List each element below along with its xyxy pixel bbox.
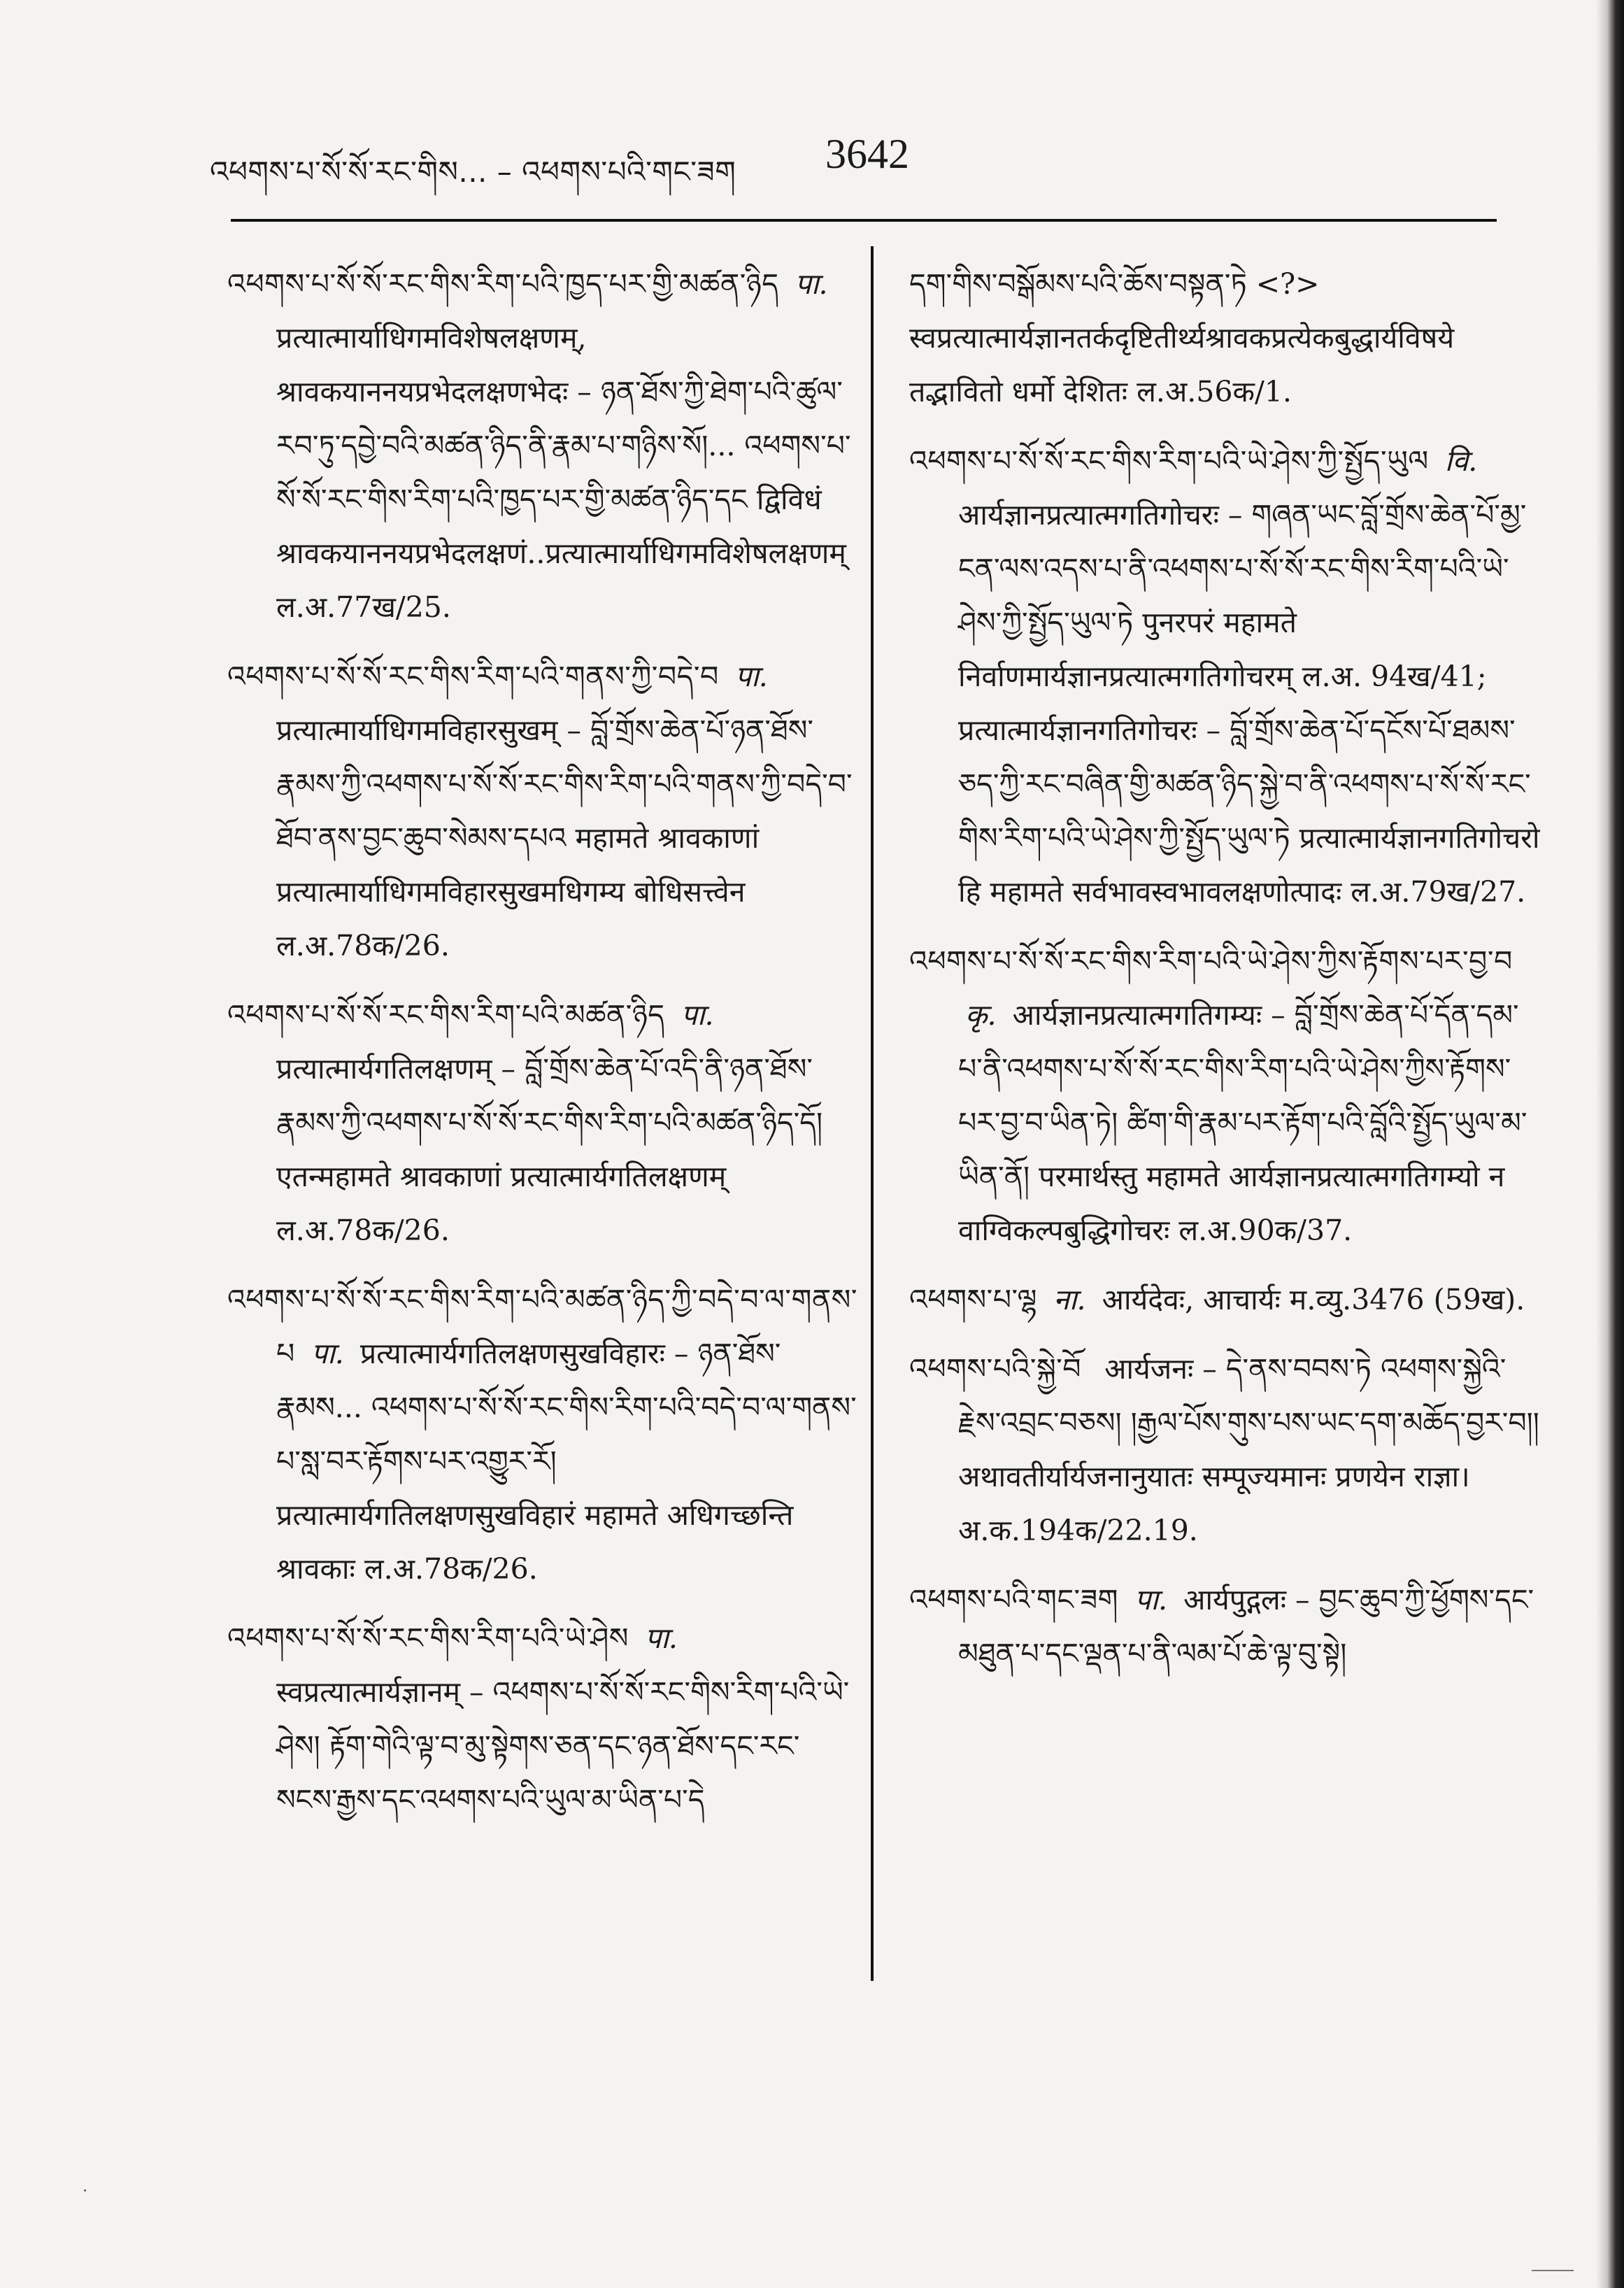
scanned-page-edge <box>1596 0 1624 2288</box>
entry-body: आर्यज्ञानप्रत्यात्मगतिगोचरः – གཞན་ཡང་བློ་གྲོས་ཆེན་པོ་མྱ་ངན་ལས་འདས་པ་ནི་འཕགས་པ་སོ་སོ་རང་གིས་རིག་པའི་ཡེ་ཤེས་ཀྱི་སྤྱོད་ཡུལ་ཏེ पुनरपरं महामते निर्वाणमार्यज्ञानप्रत्यात्मगतिगोचरम् ल.अ. 94ख/41; प्रत्यात्मार्यज्ञानगतिगोचरः – བློ་གྲོས་ཆེན་པོ་དངོས་པོ་ཐམས་ཅད་ཀྱི་རང་བཞིན་གྱི་མཚན་ཉིད་སྐྱེ་བ་ནི་འཕགས་པ་སོ་སོ་རང་གིས་རིག་པའི་ཡེ་ཤེས་ཀྱི་སྤྱོད་ཡུལ་ཏེ प्रत्यात्मार्यज्ञानगतिगोचरो हि महामते सर्वभावस्वभावलक्षणोत्पादः ल.अ.79ख/27. <box>958 498 1540 909</box>
dictionary-entry <box>227 257 860 634</box>
entry-headword: འཕགས་པ་སོ་སོ་རང་གིས་རིག་པའི་གནས་ཀྱི་བདེ་བ <box>227 660 719 693</box>
entry-body: आर्यजनः – དེ་ནས་བབས་ཏེ འཕགས་སྐྱེའི་རྗེས་འབྲང་བཅས། །རྒྱལ་པོས་གུས་པས་ཡང་དག་མཆོད་བྱར་བ།། अथावतीर्यार्यजनानुयातः सम्पूज्यमानः प्रणयेन राज्ञा। अ.क.194क/22.19. <box>958 1352 1539 1547</box>
dictionary-entry <box>227 650 860 973</box>
dictionary-entry <box>227 988 860 1258</box>
entry-grammar-abbr: पा. <box>681 998 714 1032</box>
entry-headword: འཕགས་པ་སོ་སོ་རང་གིས་རིག་པའི་མཚན་ཉིད <box>227 998 665 1032</box>
page-number: 3642 <box>825 131 909 177</box>
entry-body: आर्यपुद्गलः – བྱང་ཆུབ་ཀྱི་ཕྱོགས་དང་མཐུན་པ་དང་ལྡན་པ་ནི་ལམ་པོ་ཆེ་ལྟ་བུ་སྟེ། <box>958 1583 1534 1670</box>
entry-headword: འཕགས་པའི་གང་ཟག <box>909 1583 1119 1616</box>
entry-grammar-abbr: पा. <box>734 660 768 693</box>
entry-body: प्रत्यात्मार्याधिगमविहारसुखम् – བློ་གྲོས་ཆེན་པོ་ཉན་ཐོས་རྣམས་ཀྱི་འཕགས་པ་སོ་སོ་རང་གིས་རིག་པའི་གནས་ཀྱི་བདེ་བ་ཐོབ་ནས་བྱང་ཆུབ་སེམས་དཔའ महामते श्रावकाणां प्रत्यात्मार्याधिगमविहारसुखमधिगम्य बोधिसत्त्वेन ल.अ.78क/26. <box>276 713 853 962</box>
right-column <box>909 257 1542 1696</box>
dictionary-entry <box>909 1573 1542 1681</box>
column-divider <box>871 246 874 1981</box>
left-column <box>227 257 860 1842</box>
entry-headword: འཕགས་པ་སོ་སོ་རང་གིས་རིག་པའི་ཡེ་ཤེས་ཀྱི་སྤྱོད་ཡུལ <box>909 444 1429 478</box>
bottom-edge-mark <box>1532 2270 1574 2271</box>
entry-body: प्रत्यात्मार्यगतिलक्षणसुखविहारः – ཉན་ཐོས་རྣམས... འཕགས་པ་སོ་སོ་རང་གིས་རིག་པའི་བདེ་བ་ལ་གནས་པ་སླ་བར་རྟོགས་པར་འགྱུར་རོ། प्रत्यात्मार्यगतिलक्षणसुखविहारं महामते अधिगच्छन्ति श्रावकाः ल.अ.78क/26. <box>276 1337 857 1586</box>
entry-headword: འཕགས་པ་སོ་སོ་རང་གིས་རིག་པའི་ཡེ་ཤེས་ཀྱིས་རྟོགས་པར་བྱ་བ <box>909 944 1513 978</box>
dictionary-entry <box>909 935 1542 1258</box>
dictionary-entry <box>909 434 1542 919</box>
entry-headword: འཕགས་པ་སོ་སོ་རང་གིས་རིག་པའི་ཡེ་ཤེས <box>227 1621 629 1655</box>
entry-body: प्रत्यात्मार्यगतिलक्षणम् – བློ་གྲོས་ཆེན་པོ་འདི་ནི་ཉན་ཐོས་རྣམས་ཀྱི་འཕགས་པ་སོ་སོ་རང་གིས་རིག་པའི་མཚན་ཉིད་དོ། एतन्महामते श्रावकाणां प्रत्यात्मार्यगतिलक्षणम् ल.अ.78क/26. <box>276 1052 823 1247</box>
entry-body: དག་གིས་བསྒོམས་པའི་ཆོས་བསྟན་ཏེ <?> स्वप्रत्यात्मार्यज्ञानतर्कदृष्टितीर्थ्यश्रावकप्रत्येकबुद्धार्यविषये तद्भावितो धर्मो देशितः ल.अ.56क/1. <box>909 267 1455 408</box>
scan-speck <box>84 2189 86 2191</box>
entry-grammar-abbr: कृ. <box>965 998 997 1032</box>
dictionary-entry <box>909 1273 1542 1327</box>
entry-headword: འཕགས་པ་སོ་སོ་རང་གིས་རིག་པའི་ཁྱད་པར་གྱི་མཚན་ཉིད <box>227 267 779 301</box>
entry-grammar-abbr: पा. <box>645 1621 678 1655</box>
dictionary-entry <box>227 1612 860 1827</box>
entry-body: स्वप्रत्यात्मार्यज्ञानम् – འཕགས་པ་སོ་སོ་རང་གིས་རིག་པའི་ཡེ་ཤེས། རྟོག་གེའི་ལྟ་བ་མུ་སྟེགས་ཅན་དང་ཉན་ཐོས་དང་རང་སངས་རྒྱས་དང་འཕགས་པའི་ཡུལ་མ་ཡིན་པ་དེ <box>276 1675 850 1817</box>
entry-headword: འཕགས་པའི་སྐྱེ་བོ <box>909 1352 1082 1386</box>
dictionary-entry <box>909 1342 1542 1558</box>
entry-headword: འཕགས་པ་ལྷ <box>909 1283 1038 1316</box>
entry-headword: འཕགས་པ་སོ་སོ་རང་གིས་རིག་པའི་མཚན་ཉིད་ཀྱི་བདེ་བ་ལ་གནས་པ <box>227 1283 857 1370</box>
page-header <box>210 125 1511 187</box>
entry-grammar-abbr: पा. <box>1134 1583 1168 1616</box>
dictionary-entry <box>227 1273 860 1596</box>
header-rule <box>231 219 1497 222</box>
entry-grammar-abbr: ना. <box>1053 1283 1086 1316</box>
entry-body: प्रत्यात्मार्याधिगमविशेषलक्षणम्, श्रावकयाननयप्रभेदलक्षणभेदः – ཉན་ཐོས་ཀྱི་ཐེག་པའི་ཚུལ་རབ་ཏུ་དབྱེ་བའི་མཚན་ཉིད་ནི་རྣམ་པ་གཉིས་སོ།... འཕགས་པ་སོ་སོ་རང་གིས་རིག་པའི་ཁྱད་པར་གྱི་མཚན་ཉིད་དང द्विविधं श्रावकयाननयप्रभेदलक्षणं..प्रत्यात्मार्याधिगमविशेषलक्षणम् ल.अ.77ख/25. <box>276 321 851 624</box>
running-head: འཕགས་པ་སོ་སོ་རང་གིས... – འཕགས་པའི་གང་ཟག <box>210 155 736 189</box>
entry-grammar-abbr: वि. <box>1444 444 1478 478</box>
entry-continuation <box>909 257 1542 419</box>
entry-grammar-abbr: पा. <box>311 1337 344 1370</box>
entry-body: आर्यज्ञानप्रत्यात्मगतिगम्यः – བློ་གྲོས་ཆེན་པོ་དོན་དམ་པ་ནི་འཕགས་པ་སོ་སོ་རང་གིས་རིག་པའི་ཡེ་ཤེས་ཀྱིས་རྟོགས་པར་བྱ་བ་ཡིན་ཏེ། ཚིག་གི་རྣམ་པར་རྟོག་པའི་བློའི་སྤྱོད་ཡུལ་མ་ཡིན་ནོ། परमार्थस्तु महामते आर्यज्ञानप्रत्यात्मगतिगम्यो न वाग्विकल्पबुद्धिगोचरः ल.अ.90क/37. <box>958 998 1527 1247</box>
entry-grammar-abbr: पा. <box>795 267 828 301</box>
entry-body: आर्यदेवः, आचार्यः म.व्यु.3476 (59ख). <box>1102 1283 1525 1316</box>
